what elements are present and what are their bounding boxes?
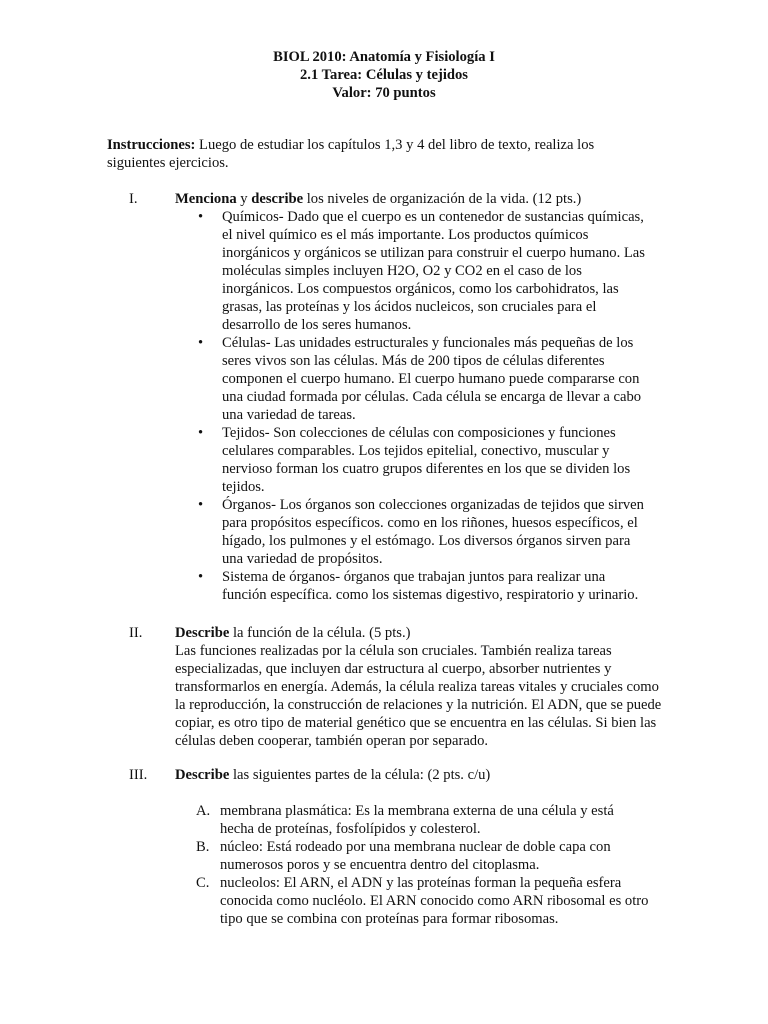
list-item: • Células- Las unidades estructurales y funcionales más pequeñas de los seres vivos son las células. Más de 200 tipos de células diferentes componen el cuerpo humano. El cuerpo humano puede compararse con una ciudad formada por células. Cada célula se encarga de llevar a cabo una variedad de tareas. — [175, 334, 652, 424]
section-body — [175, 624, 665, 750]
list-item — [175, 802, 650, 838]
prompt-text: la función de la célula. (5 pts.) — [229, 625, 411, 641]
task-value: Valor: 70 puntos — [332, 85, 436, 101]
prompt-text: los niveles de organización de la vida. (12 pts.) — [303, 191, 582, 207]
list-item-text: nucleolos: El ARN, el ADN y las proteínas forman la pequeña esfera conocida como nucléolo. El ARN conocido como ARN ribosomal es otro tipo que se combina con proteínas para formar ribosomas. — [220, 875, 649, 927]
course-title: BIOL 2010: Anatomía y Fisiología I — [273, 49, 495, 65]
section-numeral: III. — [129, 767, 148, 783]
instructions-label: Instrucciones: — [107, 137, 196, 153]
prompt-verb: Menciona — [175, 191, 237, 207]
prompt-verb: Describe — [175, 625, 230, 641]
list-item: • Químicos- Dado que el cuerpo es un contenedor de sustancias químicas, el nivel químico es el más importante. Los productos químicos inorgánicos y orgánicos se utilizan para construir el cuerpo humano. Las moléculas simples incluyen H2O, O2 y CO2 en el caso de los inorgánicos. Los compuestos orgánicos, como los carbohidratos, las grasas, las proteínas y los ácidos nucleicos, son cruciales para el desarrollo de los seres humanos. — [175, 208, 652, 334]
list-item — [175, 838, 650, 874]
levels-list — [175, 208, 665, 604]
prompt-text: las siguientes partes de la célula: (2 pts. c/u) — [229, 767, 491, 783]
prompt-verb: describe — [251, 191, 304, 207]
document-header — [0, 48, 768, 102]
task-title: 2.1 Tarea: Células y tejidos — [300, 67, 468, 83]
instructions-paragraph — [107, 136, 627, 172]
section-body — [175, 766, 665, 928]
instructions-text: Luego de estudiar los capítulos 1,3 y 4 del libro de texto, realiza los siguientes ejercicios. — [107, 137, 595, 171]
list-item-text: núcleo: Está rodeado por una membrana nuclear de doble capa con numerosos poros y se encuentra dentro del citoplasma. — [220, 839, 611, 873]
cell-parts-list — [175, 802, 665, 928]
prompt-verb: Describe — [175, 767, 230, 783]
section-prompt — [175, 190, 665, 208]
list-letter: A. — [196, 803, 211, 819]
list-item: • Órganos- Los órganos son colecciones organizadas de tejidos que sirven para propósitos específicos. como en los riñones, huesos específicos, el hígado, los pulmones y el estómago. Los diversos órganos sirven para una variedad de propósitos. — [175, 496, 652, 568]
list-item-text: membrana plasmática: Es la membrana externa de una célula y está hecha de proteínas, fosfolípidos y colesterol. — [220, 803, 614, 837]
list-item: • Sistema de órganos- órganos que trabajan juntos para realizar una función específica. como los sistemas digestivo, respiratorio y urinario. — [175, 568, 652, 604]
section-body — [175, 190, 665, 604]
prompt-connector: y — [236, 191, 252, 207]
list-letter: C. — [196, 875, 210, 891]
list-item: • Tejidos- Son colecciones de células con composiciones y funciones celulares comparables. Los tejidos epitelial, conectivo, muscular y nervioso forman los cuatro grupos diferentes en los que se dividen los tejidos. — [175, 424, 652, 496]
section-prompt — [175, 624, 665, 642]
section-numeral: II. — [129, 625, 143, 641]
section-prompt — [175, 766, 665, 784]
list-item — [175, 874, 650, 928]
list-letter: B. — [196, 839, 210, 855]
answer-paragraph: Las funciones realizadas por la célula son cruciales. También realiza tareas especializadas, que incluyen dar estructura al cuerpo, absorber nutrientes y transformarlos en energía. Además, la célula realiza tareas vitales y cruciales como la reproducción, la construcción de relaciones y la nutrición. El ADN, que se puede copiar, es otro tipo de material genético que se encuentra en las células. Si bien las células deben cooperar, también operan por separado. — [175, 643, 662, 749]
section-numeral: I. — [129, 191, 138, 207]
